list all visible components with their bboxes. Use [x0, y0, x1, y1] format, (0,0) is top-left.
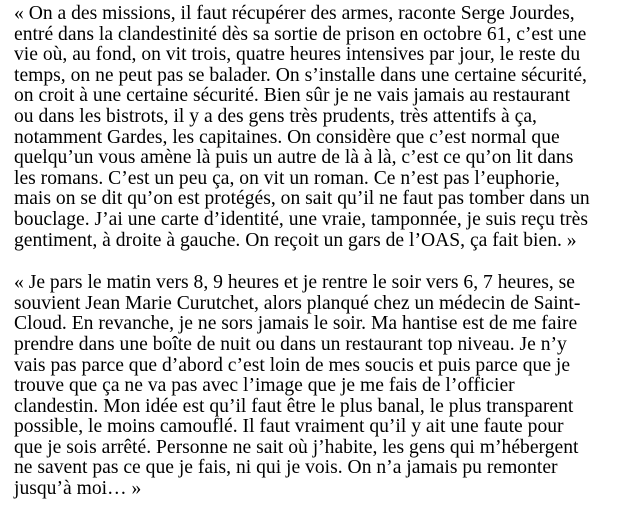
text-line: bouclage. J’ai une carte d’identité, une vraie, tamponnée, je suis reçu très — [14, 208, 588, 230]
text-line: gentiment, à droite à gauche. On reçoit un gars de l’OAS, ça fait bien. » — [14, 229, 577, 251]
text-line: les romans. C’est un peu ça, on vit un roman. Ce n’est pas l’euphorie, — [14, 167, 560, 189]
text-line: « On a des missions, il faut récupérer des armes, raconte Serge Jourdes, — [14, 3, 575, 24]
text-line: ou dans les bistrots, il y a des gens très prudents, très attentifs à ça, — [14, 105, 537, 127]
text-line: jusqu’à moi… » — [14, 478, 142, 500]
text-line: « Je pars le matin vers 8, 9 heures et je rentre le soir vers 6, 7 heures, se — [14, 272, 575, 294]
text-line: souvient Jean Marie Curutchet, alors planqué chez un médecin de Saint- — [14, 292, 581, 314]
text-line: prendre dans une boîte de nuit ou dans un restaurant top niveau. Je n’y — [14, 333, 567, 355]
text-line: que je sois arrêté. Personne ne sait où j’habite, les gens qui m’hébergent — [14, 436, 579, 458]
text-line: Cloud. En revanche, je ne sors jamais le soir. Ma hantise est de me faire — [14, 313, 578, 335]
text-line: ne savent pas ce que je fais, ni qui je vois. On n’a jamais pu remonter — [14, 457, 558, 479]
text-line: trouve que ça ne va pas avec l’image que je me fais de l’officier — [14, 375, 515, 397]
text-line: notamment Gardes, les capitaines. On considère que c’est normal que — [14, 126, 560, 148]
text-line: temps, on ne peut pas se balader. On s’installe dans une certaine sécurité, — [14, 64, 587, 86]
paragraph-jean-marie-curutchet — [14, 273, 614, 500]
text-line: vais pas parce que d’abord c’est loin de mes soucis et puis parce que je — [14, 354, 571, 376]
paragraph-spacer — [14, 251, 614, 273]
text-line: quelqu’un vous amène là puis un autre de là à là, c’est ce qu’on lit dans — [14, 147, 574, 169]
text-line: possible, le moins camouflé. Il faut vraiment qu’il y ait une faute pour — [14, 416, 564, 438]
text-line: vie où, au fond, on vit trois, quatre heures intensives par jour, le reste du — [14, 44, 581, 66]
paragraph-serge-jourdes — [14, 4, 614, 251]
document-page — [14, 4, 614, 500]
text-line: entré dans la clandestinité dès sa sortie de prison en octobre 61, c’est une — [14, 23, 587, 45]
text-line: mais on se dit qu’on est protégés, on sait qu’il ne faut pas tomber dans un — [14, 188, 590, 210]
text-line: clandestin. Mon idée est qu’il faut être le plus banal, le plus transparent — [14, 395, 574, 417]
text-line: on croit à une certaine sécurité. Bien sûr je ne vais jamais au restaurant — [14, 85, 571, 107]
